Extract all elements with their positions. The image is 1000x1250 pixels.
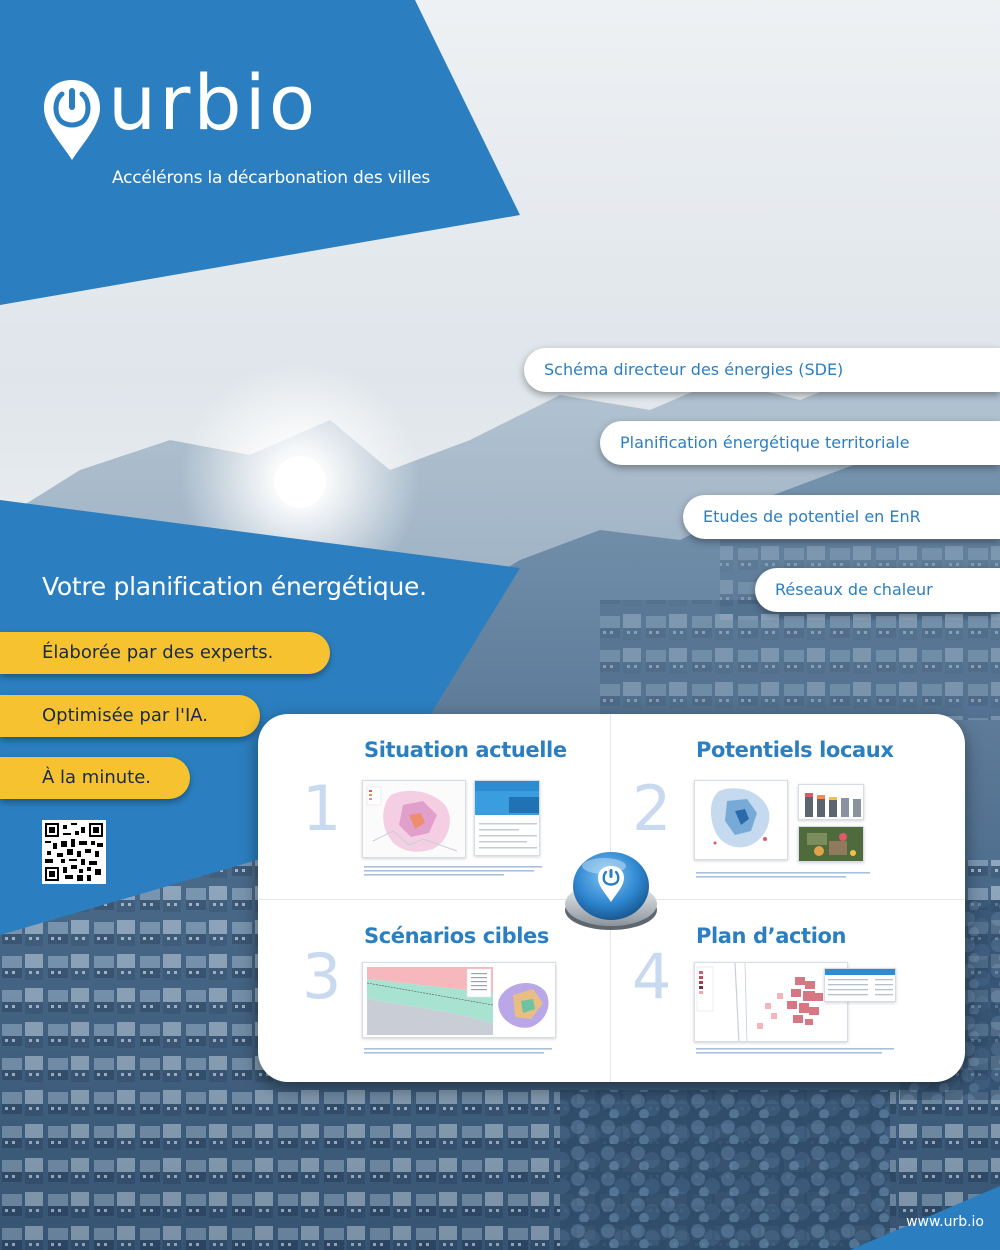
claim-pill-ia	[0, 695, 260, 737]
step-1-caption-lines	[364, 866, 544, 879]
service-pill-enr[interactable]	[683, 495, 1000, 539]
service-pill-planification[interactable]	[600, 421, 1000, 465]
step-number-3: 3	[302, 940, 342, 1013]
claim-label: Optimisée par l'IA.	[42, 705, 208, 726]
service-label: Planification énergétique territoriale	[620, 433, 910, 452]
step-2-bars-thumbnail	[798, 784, 864, 820]
center-urbio-button[interactable]	[562, 842, 660, 934]
step-1-map-thumbnail	[362, 780, 466, 858]
service-label: Réseaux de chaleur	[775, 580, 933, 599]
step-number-2: 2	[632, 772, 672, 845]
step-title-2: Potentiels locaux	[696, 738, 894, 762]
brand-name: urbio	[108, 58, 319, 147]
service-label: Schéma directeur des énergies (SDE)	[544, 360, 844, 379]
step-2-satellite-thumbnail	[798, 826, 864, 862]
step-number-1: 1	[302, 772, 342, 845]
step-3-caption-lines	[364, 1048, 554, 1061]
claim-pill-minute	[0, 757, 190, 799]
qr-code-icon[interactable]	[42, 820, 106, 884]
qr-code-graphic	[45, 823, 103, 881]
step-4-table-thumbnail	[824, 968, 896, 1002]
step-2-map-thumbnail	[694, 780, 788, 860]
step-title-3: Scénarios cibles	[364, 924, 549, 948]
brand-tagline: Accélérons la décarbonation des villes	[112, 168, 431, 188]
step-number-4: 4	[632, 940, 672, 1013]
service-pill-sde[interactable]	[524, 348, 1000, 392]
step-2-caption-lines	[696, 872, 876, 885]
urbio-pin-icon	[40, 74, 104, 162]
website-link[interactable]: www.urb.io	[906, 1214, 984, 1230]
step-4-caption-lines	[696, 1048, 896, 1061]
step-title-1: Situation actuelle	[364, 738, 567, 762]
headline: Votre planification énergétique.	[42, 572, 427, 601]
step-1-table-thumbnail	[474, 780, 540, 856]
claim-label: Élaborée par des experts.	[42, 642, 274, 663]
urbio-pin-icon	[562, 842, 660, 934]
step-title-4: Plan d’action	[696, 924, 847, 948]
service-label: Etudes de potentiel en EnR	[703, 507, 921, 526]
claim-label: À la minute.	[42, 767, 151, 788]
claim-pill-experts	[0, 632, 330, 674]
service-pill-reseaux[interactable]	[755, 568, 1000, 612]
step-3-chart-thumbnail	[362, 962, 556, 1038]
